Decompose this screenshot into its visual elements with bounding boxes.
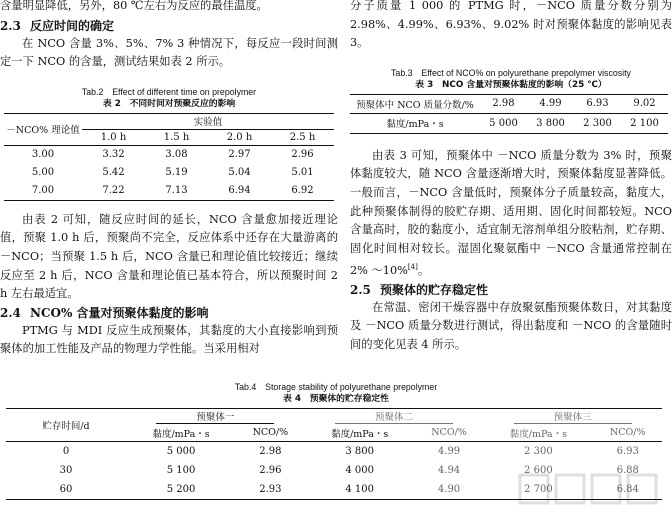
section-title: 预聚体的贮存稳定性 <box>380 282 489 297</box>
group-label: 预聚体二 <box>335 409 453 424</box>
table-cell: 3.32 <box>102 149 125 161</box>
table-cell: 3.08 <box>165 149 188 161</box>
table-cell: 5.19 <box>165 167 188 179</box>
table-cell: 5.00 <box>31 167 55 179</box>
table-2-col-header: 1.0 h <box>100 131 127 143</box>
table-4-sub-header: NCO/% <box>609 427 646 438</box>
watermark-logo-icon <box>516 469 666 509</box>
after-table-3-text: 由表 3 可知，预聚体中 －NCO 质量分数为 3% 时，预聚体黏度较大，随 NCO 含量逐渐增大时，预聚体黏度显著降低。一般而言，－NCO 含量低时，预聚体分子质量较高，黏度大，此种预聚体制得的胶贮存期、适用期、固化时间都较短。NCO 含量高时，胶的黏度小，适宜制无溶剂单组分胶粘剂，贮存期、固化时间相对较长。湿固化聚氨酯中 －NCO 含量通常控制在 2% ～10% <box>350 148 672 278</box>
section-2-4-heading <box>0 304 338 322</box>
table-row <box>4 164 334 182</box>
after-table-3-paragraph <box>350 147 672 281</box>
table-cell: 5 100 <box>166 465 196 476</box>
table-cell: 2.96 <box>259 465 282 476</box>
right-top-paragraph: 分子质量 1 000 的 PTMG 时，－NCO 质量分数分别为 2.98%、4.99%、6.93%、9.02% 时对预聚体黏度的影响见表 3。 <box>350 0 672 50</box>
table-2-caption-zh: 表 2 不同时间对预聚反应的影响 <box>102 98 236 109</box>
table-row <box>4 145 334 164</box>
table-cell: 7.13 <box>165 185 188 197</box>
table-cell: 5 200 <box>166 484 196 495</box>
table-4-sub-header: NCO/% <box>252 427 289 438</box>
after-table-2-paragraph: 由表 2 可知，随反应时间的延长，NCO 含量愈加接近理论值，预聚 1.0 h 后，预聚尚不完全，反应体系中还存在大量游离的 －NCO；当预聚 1.5 h 后，NCO 含量已和理论值比较接近；继续反应至 2 h 后，NCO 含量和理论值已基本符合，所以预聚时间 2 h 左右最适宜。 <box>0 212 338 301</box>
table-cell: 2.98 <box>492 98 515 110</box>
table-4-sub-header: 黏度/mPa・s <box>331 428 389 440</box>
table-4-sub-header: 黏度/mPa・s <box>152 428 210 440</box>
table-cell: 4 000 <box>345 465 375 476</box>
table-4-group-header <box>305 409 484 425</box>
table-cell: 2.97 <box>228 149 251 161</box>
table-cell: 6.84 <box>616 484 639 495</box>
table-cell: 2 300 <box>524 446 553 457</box>
section-title: 反应时间的确定 <box>30 18 115 33</box>
table-4-caption-en: Tab.4 Storage stability of polyurethane prepolymer <box>234 382 438 392</box>
table-cell: 4.99 <box>539 98 562 110</box>
table-cell: 2 700 <box>524 484 553 495</box>
table-cell: 5.42 <box>102 167 125 179</box>
table-cell: 7.22 <box>102 185 125 197</box>
section-2-5-paragraph: 在常温、密闭干燥容器中存放聚氨酯预聚体数日，对其黏度及 －NCO 质量分数进行测试，得出黏度和 －NCO 的含量随时间的变化见表 4 所示。 <box>350 300 672 351</box>
table-cell: 5.01 <box>291 167 314 179</box>
table-3-row-label: 黏度/mPa・s <box>386 119 444 131</box>
table-3-caption <box>350 67 672 92</box>
table-4-group-header <box>483 409 662 425</box>
table-cell: 2 600 <box>524 465 553 476</box>
table-cell: 6.93 <box>616 446 639 457</box>
table-cell: 6.93 <box>586 98 609 110</box>
table-3 <box>350 94 668 134</box>
table-cell: 4.90 <box>437 484 461 495</box>
group-label: 预聚体三 <box>514 409 632 424</box>
table-2-group-header: 实验值 <box>82 113 334 129</box>
section-title: NCO% 含量对预聚体黏度的影响 <box>30 305 209 320</box>
table-cell: 6.88 <box>616 465 639 476</box>
section-2-3-paragraph: 在 NCO 含量 3%、5%、7% 3 种情况下，每反应一段时间测定一下 NCO 的含量，测试结果如表 2 所示。 <box>0 36 338 69</box>
table-cell: 2 100 <box>630 117 659 129</box>
table-4-row-header: 贮存时间/d <box>6 409 126 442</box>
after-table-3-end: 。 <box>417 264 430 278</box>
section-2-5-heading <box>350 281 672 299</box>
table-row <box>350 94 668 113</box>
table-row <box>4 182 334 201</box>
right-column <box>350 0 672 354</box>
table-cell: 6.94 <box>228 185 251 197</box>
table-cell: 4 100 <box>345 484 375 495</box>
table-2-col-header: 1.5 h <box>163 131 190 143</box>
table-3-row-label: 预聚体中 NCO 质量分数/% <box>356 99 474 111</box>
table-cell: 60 <box>59 484 73 495</box>
table-2-caption-en: Tab.2 Effect of different time on prepolymer <box>81 86 257 97</box>
table-cell: 0 <box>62 446 70 457</box>
table-row <box>350 113 668 133</box>
table-2-col-header: 2.0 h <box>226 131 253 143</box>
intro-line: 含量明显降低，另外，80 ℃左右为反应的最佳温度。 <box>0 0 268 12</box>
section-2-3-heading <box>0 17 338 35</box>
table-cell: 30 <box>59 465 73 476</box>
table-2-row-header: －NCO% 理论值 <box>4 113 82 145</box>
left-column <box>0 0 338 359</box>
section-number: 2.3 <box>0 18 21 33</box>
reference-marker: [4] <box>407 263 418 272</box>
table-cell: 3 800 <box>345 446 375 457</box>
table-cell: 2.96 <box>291 149 314 161</box>
table-4-group-header <box>126 409 305 425</box>
table-2 <box>4 113 334 201</box>
table-4-sub-header: NCO/% <box>431 427 467 438</box>
table-3-caption-zh: 表 3 NCO 含量对预聚体黏度的影响（25 ℃） <box>415 79 607 90</box>
table-row <box>6 442 662 462</box>
table-cell: 4.94 <box>437 465 461 476</box>
table-cell: 5.04 <box>228 167 251 179</box>
table-2-col-header: 2.5 h <box>289 131 316 143</box>
table-cell: 3 800 <box>536 117 565 129</box>
table-cell: 3.00 <box>31 149 55 161</box>
table-cell: 2 300 <box>583 117 612 129</box>
table-cell: 2.93 <box>259 484 282 495</box>
table-4-sub-header: 黏度/mPa・s <box>509 428 567 440</box>
group-label: 预聚体一 <box>156 409 274 424</box>
section-number: 2.5 <box>350 282 371 297</box>
table-cell: 5 000 <box>489 117 518 129</box>
table-cell: 6.92 <box>291 185 314 197</box>
table-cell: 4.99 <box>437 446 461 457</box>
table-cell: 2.98 <box>259 446 282 457</box>
table-cell: 9.02 <box>633 98 656 110</box>
table-cell: 7.00 <box>31 185 55 197</box>
table-4-caption-zh: 表 4 预聚体的贮存稳定性 <box>283 394 389 404</box>
section-2-4-paragraph: PTMG 与 MDI 反应生成预聚体，其黏度的大小直接影响到预聚体的加工性能及产品的物理力学性能。当采用相对 <box>0 323 338 356</box>
table-cell: 5 000 <box>166 446 196 457</box>
section-number: 2.4 <box>0 305 21 320</box>
table-3-caption-en: Tab.3 Effect of NCO% on polyurethane prepolymer viscosity <box>391 67 631 78</box>
table-2-caption <box>0 86 338 111</box>
